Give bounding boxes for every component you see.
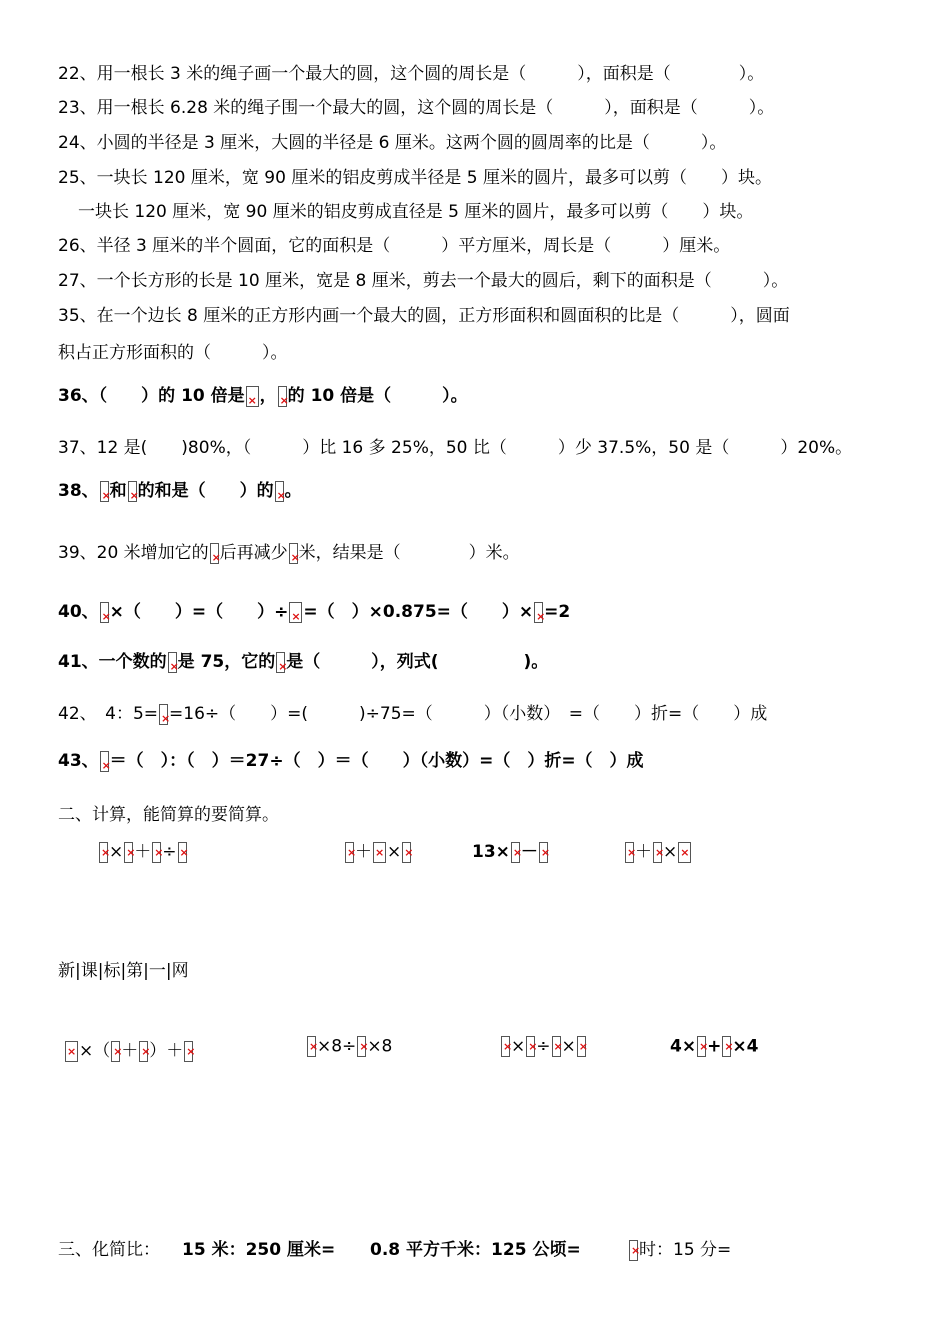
question-25a: 25、一块长 120 厘米，宽 90 厘米的铝皮剪成半径是 5 厘米的圆片，最多可以剪（ ）块。 bbox=[58, 168, 772, 188]
calc-expression-4: × ＋× ×× bbox=[624, 837, 692, 863]
image-placeholder-icon bbox=[152, 842, 161, 863]
image-placeholder-icon bbox=[534, 602, 543, 623]
calc-expression-8: 4×× +× ×4 bbox=[670, 1036, 758, 1057]
image-placeholder-icon bbox=[307, 1036, 316, 1057]
image-placeholder-icon bbox=[697, 1036, 706, 1057]
image-placeholder-icon bbox=[65, 1041, 78, 1062]
image-placeholder-icon bbox=[100, 751, 109, 772]
question-24: 24、小圆的半径是 3 厘米，大圆的半径是 6 厘米。这两个圆的圆周率的比是（ ）。 bbox=[58, 133, 727, 153]
image-placeholder-icon bbox=[289, 602, 302, 623]
image-placeholder-icon bbox=[278, 386, 287, 407]
image-placeholder-icon bbox=[99, 842, 108, 863]
question-35b: 积占正方形面积的（ ）。 bbox=[58, 343, 288, 363]
question-38: 38、× 和× 的和是（ ）的× 。 bbox=[58, 480, 910, 502]
image-placeholder-icon bbox=[100, 481, 109, 502]
image-placeholder-icon bbox=[345, 842, 354, 863]
image-placeholder-icon bbox=[128, 481, 137, 502]
image-placeholder-icon bbox=[111, 1041, 120, 1062]
image-placeholder-icon bbox=[184, 1041, 193, 1062]
question-22: 22、用一根长 3 米的绳子画一个最大的圆，这个圆的周长是（ ），面积是（ ）。 bbox=[58, 64, 765, 84]
section-3-title: 三、化简比： bbox=[58, 1240, 160, 1260]
image-placeholder-icon bbox=[678, 842, 691, 863]
image-placeholder-icon bbox=[629, 1240, 638, 1261]
watermark-text: 新|课|标|第|一|网 bbox=[58, 961, 189, 981]
calc-expression-2: × ＋× ×× bbox=[344, 837, 412, 863]
image-placeholder-icon bbox=[276, 652, 285, 673]
image-placeholder-icon bbox=[168, 652, 177, 673]
image-placeholder-icon bbox=[178, 842, 187, 863]
question-26: 26、半径 3 厘米的半个圆面，它的面积是（ ）平方厘米，周长是（ ）厘米。 bbox=[58, 236, 731, 256]
simplify-ratio-3: × 时：15 分= bbox=[628, 1235, 731, 1261]
image-placeholder-icon bbox=[373, 842, 386, 863]
image-placeholder-icon bbox=[402, 842, 411, 863]
image-placeholder-icon bbox=[357, 1036, 366, 1057]
question-42: 42、 4：5=× =16÷（ ）=( )÷75=（ ）（小数） =（ ）折=（ ）成 bbox=[58, 703, 910, 725]
image-placeholder-icon bbox=[577, 1036, 586, 1057]
question-41: 41、一个数的× 是 75，它的× 是（ ），列式( )。 bbox=[58, 651, 910, 673]
calc-expression-6: × ×8÷× ×8 bbox=[306, 1036, 392, 1057]
image-placeholder-icon bbox=[210, 543, 219, 564]
question-43: 43、× ＝（ ）：（ ）＝27÷（ ）＝（ ）（小数）=（ ）折=（ ）成 bbox=[58, 750, 910, 772]
question-27: 27、一个长方形的长是 10 厘米，宽是 8 厘米，剪去一个最大的圆后，剩下的面积是（ ）。 bbox=[58, 271, 789, 291]
section-2-title: 二、计算，能简算的要简算。 bbox=[58, 805, 279, 825]
image-placeholder-icon bbox=[139, 1041, 148, 1062]
image-placeholder-icon bbox=[289, 543, 298, 564]
question-35a: 35、在一个边长 8 厘米的正方形内画一个最大的圆，正方形面积和圆面积的比是（ ），圆面 bbox=[58, 306, 790, 326]
image-placeholder-icon bbox=[100, 602, 109, 623]
question-37: 37、12 是( )80%，（ ）比 16 多 25%，50 比（ ）少 37.5%，50 是（ ）20%。 bbox=[58, 438, 853, 458]
calc-expression-5: ××（× ＋× ）＋× bbox=[64, 1036, 194, 1062]
question-40: 40、× ×（ ）=（ ）÷× =（ ）×0.875=（ ）×× =2 bbox=[58, 601, 910, 623]
image-placeholder-icon bbox=[501, 1036, 510, 1057]
question-23: 23、用一根长 6.28 米的绳子围一个最大的圆，这个圆的周长是（ ），面积是（ ）。 bbox=[58, 98, 775, 118]
question-36: 36、（ ）的 10 倍是× ，× 的 10 倍是（ ）。 bbox=[58, 385, 910, 407]
image-placeholder-icon bbox=[539, 842, 548, 863]
image-placeholder-icon bbox=[526, 1036, 535, 1057]
image-placeholder-icon bbox=[653, 842, 662, 863]
simplify-ratio-1: 15 米：250 厘米= bbox=[182, 1240, 336, 1260]
image-placeholder-icon bbox=[722, 1036, 731, 1057]
question-39: 39、20 米增加它的× 后再减少× 米，结果是（ ）米。 bbox=[58, 542, 910, 564]
image-placeholder-icon bbox=[275, 481, 284, 502]
calc-expression-1: ××× ＋× ÷× bbox=[98, 837, 188, 863]
image-placeholder-icon bbox=[625, 842, 634, 863]
image-placeholder-icon bbox=[511, 842, 520, 863]
calc-expression-7: × ×× ÷× ×× bbox=[500, 1036, 587, 1057]
image-placeholder-icon bbox=[552, 1036, 561, 1057]
image-placeholder-icon bbox=[124, 842, 133, 863]
question-25b: 一块长 120 厘米，宽 90 厘米的铝皮剪成直径是 5 厘米的圆片，最多可以剪（ ）块。 bbox=[78, 202, 754, 222]
image-placeholder-icon bbox=[246, 386, 259, 407]
image-placeholder-icon bbox=[159, 704, 168, 725]
simplify-ratio-2: 0.8 平方千米：125 公顷= bbox=[370, 1240, 581, 1260]
calc-expression-3: 13×× －× bbox=[472, 837, 549, 863]
